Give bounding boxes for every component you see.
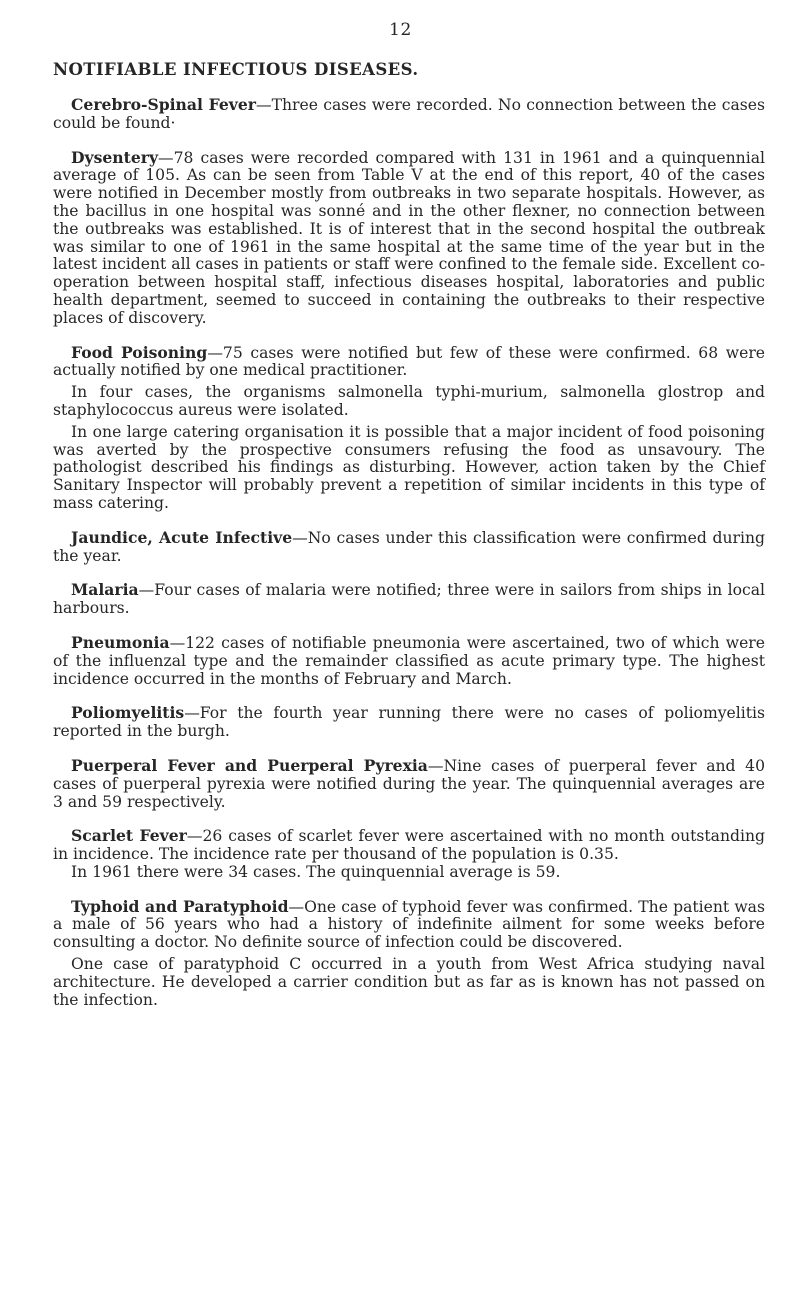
section-puerperal [53,757,765,811]
section-term: Typhoid and Paratyphoid [71,896,289,916]
section-text: —Nine cases of puerperal fever and 40 cases of puerperal pyrexia were notified during the year. The quinquennial averages are 3 and 59 respectively. [53,756,765,811]
section-typhoid [53,898,765,952]
section-cerebro-spinal-fever [53,96,765,133]
section-food-poisoning [53,344,765,381]
page-title: NOTIFIABLE INFECTIOUS DISEASES. [53,60,419,79]
section-text: —122 cases of notifiable pneumonia were ascertained, two of which were of the influenzal type and the remainder classified as acute primary type. The highest incidence occurred in the months of February and March. [53,633,765,688]
page-number: 12 [389,20,412,40]
section-jaundice [53,529,765,566]
section-text: —No cases under this classification were confirmed during the year. [53,528,766,565]
section-text: —For the fourth year running there were no cases of poliomyelitis reported in the burgh. [53,704,765,741]
section-pneumonia [53,634,765,688]
section-text: —One case of typhoid fever was confirmed. The patient was a male of 56 years who had a history of indefinite ailment for some weeks before consulting a doctor. No definite source of infection could be discovered. [53,897,765,952]
section-term: Scarlet Fever [71,826,187,846]
section-scarlet-fever [53,827,765,864]
section-paragraph: In one large catering organisation it is possible that a major incident of food poisoning was averted by the prospective consumers refusing the food as unsavoury. The pathologist described his findings as disturbing. However, action taken by the Chief Sanitary Inspector will probably prevent a repetition of similar incidents in this type of mass catering. [53,422,765,512]
section-term: Malaria [71,580,139,600]
section-text: —26 cases of scarlet fever were ascertained with no month outstanding in incidence. The incidence rate per thousand of the population is 0.35. [53,827,766,864]
section-term: Dysentery [71,147,159,167]
section-text: —75 cases were notified but few of these were confirmed. 68 were actually notified by one medical practitioner. [53,343,765,380]
section-term: Poliomyelitis [71,703,185,723]
section-malaria [53,581,765,618]
section-text: —Four cases of malaria were notified; three were in sailors from ships in local harbours. [53,581,765,618]
document-body [53,60,765,1009]
section-paragraph: One case of paratyphoid C occurred in a youth from West Africa studying naval architecture. He developed a carrier condition but as far as is known has not passed on the infection. [53,955,765,1009]
section-paragraph: In 1961 there were 34 cases. The quinquennial average is 59. [71,862,561,881]
section-term: Cerebro-Spinal Fever [71,95,256,114]
section-text: —78 cases were recorded compared with 131 in 1961 and a quinquennial average of 105. As can be seen from Table V at the end of this report, 40 of the cases were notified in December mostly from outbreaks in two separate hospitals. However, as the bacillus in one hospital was sonné and in the other flexner, no connection between the outbreaks was established. It is of interest that in the second hospital the outbreak was similar to one of 1961 in the same hospital at the same time of the year but in the latest incident all cases in patients or staff were confined to the female side. Excellent co-operation between hospital staff, infectious diseases hospital, laboratories and public health department, seemed to succeed in containing the outbreaks to their respective places of discovery. [53,148,765,327]
section-dysentery [53,149,765,328]
section-term: Jaundice, Acute Infective [71,527,293,547]
section-paragraph: In four cases, the organisms salmonella typhi-murium, salmonella glostrop and staphylococcus aureus were isolated. [53,383,765,419]
section-term: Food Poisoning [71,342,208,362]
section-text: —Three cases were recorded. No connection between the cases could be found· [53,96,766,132]
section-term: Pneumonia [71,632,170,652]
section-poliomyelitis [53,704,765,741]
section-term: Puerperal Fever and Puerperal Pyrexia [71,755,428,775]
